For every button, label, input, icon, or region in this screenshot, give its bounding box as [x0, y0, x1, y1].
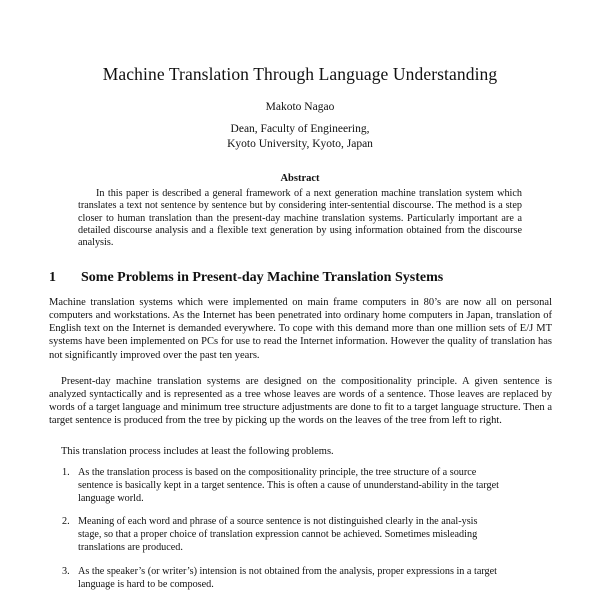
author-affiliation: [0, 122, 600, 152]
list-item-text: Meaning of each word and phrase of a source sentence is not distinguished clearly in the anal-ysis stage, so that a proper choice of translation expression cannot be achieved. Sometimes misleading translations are produced.: [78, 516, 478, 554]
section-heading: [49, 269, 569, 287]
list-item-number: 3.: [62, 565, 70, 577]
abstract-heading: Abstract: [280, 173, 320, 184]
problem-list: [62, 466, 500, 601]
list-item-number: 2.: [62, 516, 70, 528]
list-item: [62, 466, 500, 505]
body-paragraph: Machine translation systems which were implemented on main frame computers in 80’s are now all on personal computers and workstations. As the Internet has been penetrated into ordinary home computers in Japan, translation of English text on the Internet is demanded everywhere. To cope with this demand more than one million sets of E/J MT systems have been implemented on PCs for use to read the Internet information. However the quality of translation has not significantly improved over the past ten years.: [49, 297, 552, 361]
affiliation-line-2: Kyoto University, Kyoto, Japan: [227, 138, 373, 150]
abstract-text: In this paper is described a general framework of a next generation machine translation system which translates a text not sentence by sentence but by considering inter-sentential discourse. The method is a step closer to human translation than the present-day machine translation systems. Particularly important are a detailed discourse analysis and a flexible text generation by using information obtained from the discourse analysis.: [78, 188, 522, 249]
list-item-text: As the speaker’s (or writer’s) intension is not obtained from the analysis, proper expressions in a target language is hard to be composed.: [78, 565, 498, 590]
paper-title: Machine Translation Through Language Understanding: [102, 64, 498, 84]
list-item-number: 1.: [62, 467, 70, 478]
list-item: [62, 515, 500, 554]
section-title: Some Problems in Present-day Machine Translation Systems: [81, 270, 444, 285]
list-item: [62, 565, 500, 591]
body-paragraph: Present-day machine translation systems are designed on the compositionality principle. A given sentence is analyzed syntactically and is represented as a tree whose leaves are words of a sentence. Those leaves are replaced by words of a target language and minimum tree structure adjustments are done to fit to a target language structure. Then a target sentence is produced from the tree by picking up the words on the leaves of the tree from left to right.: [49, 376, 552, 427]
section-number: 1: [49, 270, 56, 285]
paper-author: Makoto Nagao: [265, 101, 335, 113]
body-paragraph: This translation process includes at least the following problems.: [61, 446, 334, 457]
list-item-text: As the translation process is based on the compositionality principle, the tree structure of a source sentence is basically kept in a target sentence. This is often a cause of ununderstand-ability in the target language world.: [78, 467, 499, 505]
affiliation-line-1: Dean, Faculty of Engineering,: [230, 123, 370, 135]
